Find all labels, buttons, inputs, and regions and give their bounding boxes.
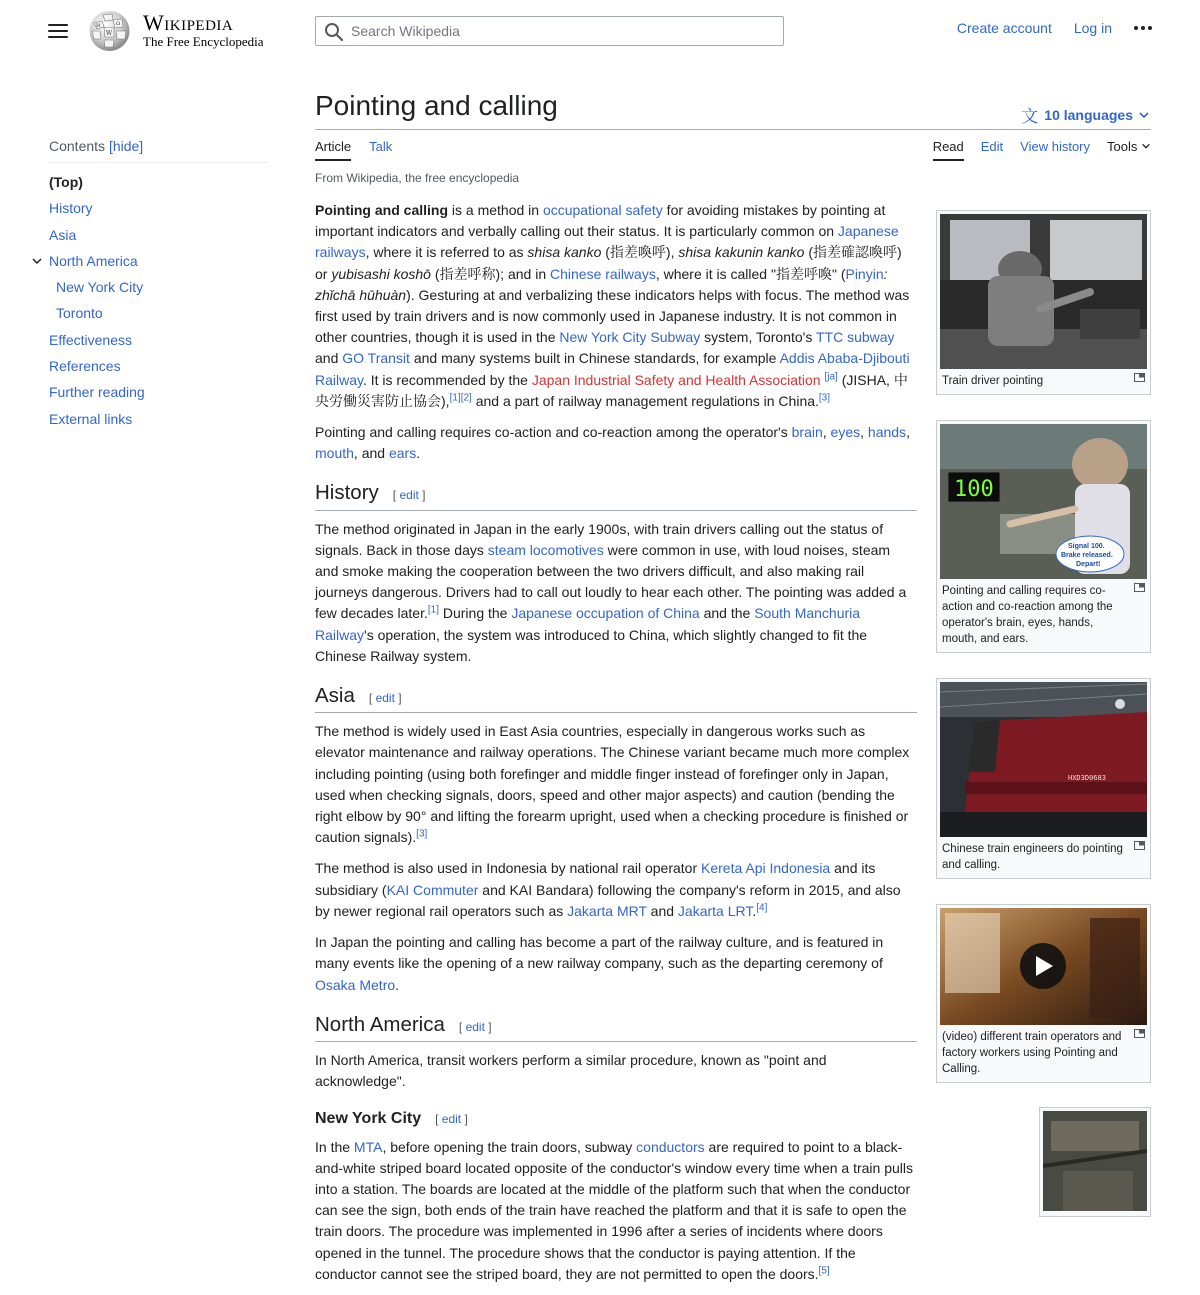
enlarge-icon[interactable]: [1134, 373, 1145, 382]
enlarge-icon[interactable]: [1134, 583, 1145, 592]
chevron-down-icon: [1138, 109, 1150, 121]
link-jakarta-mrt[interactable]: Jakarta MRT: [567, 902, 647, 919]
languages-label: 10 languages: [1044, 106, 1133, 123]
log-in-link[interactable]: Log in: [1073, 20, 1112, 36]
thumbnail-chinese-engineers: [936, 678, 1151, 879]
svg-text:W: W: [106, 30, 113, 37]
link-ja-interlanguage[interactable]: [ja]: [824, 370, 838, 382]
svg-text:100: 100: [954, 477, 994, 502]
asia-paragraph-1: The method is widely used in East Asia countries, especially in dangerous works such as elevator maintenance and railway operations. The Chinese variant became much more complex including pointing (using both forefinger and middle finger instead of forefinger only in Japan, used when checking signals, doors, speed and other major aspects) and caution (bending the right elbow by 90° and lifting the forearm upright, used when a checking procedure is finished or caution signals).[3]: [315, 723, 910, 846]
link-addis-ababa-djibouti-railway[interactable]: Addis Ababa-Djibouti Railway: [315, 350, 910, 388]
svg-text:HXD3D0683: HXD3D0683: [1068, 774, 1106, 782]
edit-section-asia[interactable]: [ edit ]: [368, 691, 402, 706]
enlarge-icon[interactable]: [1134, 841, 1145, 850]
toc-item-toronto[interactable]: Toronto: [56, 305, 103, 322]
language-selector[interactable]: [1021, 102, 1150, 127]
ref-3[interactable]: [3]: [416, 828, 428, 840]
namespace-tabs: [315, 139, 410, 161]
section-heading-new-york-city: New York City [ edit ]: [315, 1108, 917, 1130]
tab-talk[interactable]: Talk: [369, 139, 393, 154]
toc-item-north-america[interactable]: [49, 248, 267, 274]
toc-hide-link[interactable]: [hide]: [108, 138, 144, 154]
link-nyc-subway[interactable]: New York City Subway: [559, 329, 701, 346]
link-osaka-metro[interactable]: Osaka Metro: [315, 976, 396, 993]
link-jisha[interactable]: Japan Industrial Safety and Health Association: [531, 371, 821, 388]
train-driver-photo[interactable]: [940, 214, 1147, 369]
toc-header: [49, 138, 267, 163]
main-menu-button[interactable]: [48, 22, 68, 40]
link-ears[interactable]: ears: [388, 445, 417, 462]
search-box[interactable]: [315, 16, 784, 46]
ref-4[interactable]: [4]: [756, 902, 768, 914]
link-chinese-railways[interactable]: Chinese railways: [550, 265, 656, 282]
link-mouth[interactable]: mouth: [315, 445, 354, 462]
ref-1[interactable]: [1]: [427, 604, 439, 616]
link-jakarta-lrt[interactable]: Jakarta LRT: [677, 902, 753, 919]
svg-text:И: И: [96, 23, 101, 29]
thumbnail-pointing-diagram: [936, 420, 1151, 653]
link-kai-commuter[interactable]: KAI Commuter: [386, 881, 479, 898]
link-pinyin[interactable]: Pinyin: [845, 265, 884, 282]
wikipedia-globe-logo[interactable]: [86, 9, 133, 53]
toc-item-effectiveness[interactable]: Effectiveness: [49, 331, 133, 348]
site-subtitle: From Wikipedia, the free encyclopedia: [315, 171, 520, 185]
wordmark-title: Wikipedia: [143, 10, 234, 35]
thumbnail-caption: Train driver pointing: [940, 369, 1147, 391]
asia-paragraph-2: The method is also used in Indonesia by national rail operator Kereta Api Indonesia and its subsidiary (KAI Commuter and KAI Bandara) following the company's reform in 2015, and also by newer regional rail operators such as Jakarta MRT and Jakarta LRT.[4]: [315, 860, 901, 919]
toc-item-asia[interactable]: Asia: [49, 226, 77, 243]
link-mta[interactable]: MTA: [353, 1138, 383, 1155]
ref-5[interactable]: [5]: [818, 1265, 830, 1277]
svg-text:Depart!: Depart!: [1076, 561, 1101, 568]
ref-3[interactable]: [3]: [818, 392, 831, 404]
intro-paragraph: Pointing and calling is a method in occupational safety for avoiding mistakes by pointing at important indicators and verbally calling out their status. It is particularly common on Japanese railways, where it is referred to as shisa kanko (指差喚呼), shisa kakunin kanko (指差確認喚呼) or yubisashi koshō (指差呼称); and in Chinese railways, where it is called "指差呼喚" (Pinyin: zhǐchā hūhuàn). Gesturing at and verbalizing these indicators helps with focus. The method was first used by train drivers and is now commonly used in Japanese industry. It is not common in other countries, though it is used in the New York City Subway system, Toronto's TTC subway and GO Transit and many systems built in Chinese standards, for example Addis Ababa-Djibouti Railway. It is recommended by the Japan Industrial Safety and Health Association [ja] (JISHA, 中央労働災害防止協会),[1][2] and a part of railway management regulations in China.[3]: [315, 202, 910, 409]
svg-text:Signal 100.: Signal 100.: [1068, 543, 1105, 550]
tab-view-history[interactable]: View history: [1020, 139, 1091, 154]
tools-label: Tools: [1107, 139, 1138, 154]
toc-item-history[interactable]: History: [49, 200, 93, 217]
table-of-contents: [49, 138, 267, 432]
wikipedia-wordmark[interactable]: [143, 11, 264, 49]
thumbnail-video: [936, 904, 1151, 1083]
title-divider: [315, 129, 1151, 130]
personal-tools: [935, 20, 1152, 36]
edit-section-north-america[interactable]: [ edit ]: [458, 1019, 492, 1034]
link-ttc-subway[interactable]: TTC subway: [815, 329, 895, 346]
link-steam-locomotives[interactable]: steam locomotives: [487, 541, 604, 558]
tab-read[interactable]: Read: [933, 139, 964, 161]
tab-article[interactable]: Article: [315, 139, 351, 161]
tab-edit[interactable]: Edit: [980, 139, 1004, 154]
chinese-engineers-photo[interactable]: [940, 682, 1147, 837]
thumbnail-subway-board: [1039, 1107, 1151, 1217]
link-japanese-occupation-of-china[interactable]: Japanese occupation of China: [511, 605, 700, 622]
enlarge-icon[interactable]: [1134, 1029, 1145, 1038]
view-tabs: [916, 139, 1151, 161]
toc-item-new-york-city[interactable]: New York City: [56, 279, 144, 296]
toc-item-external-links[interactable]: External links: [49, 410, 133, 427]
pointing-diagram-photo[interactable]: [940, 424, 1147, 579]
page-title: Pointing and calling: [315, 90, 558, 121]
thumbnail-caption: Pointing and calling requires co-action and co-reaction among the operator's brain, eyes, hands, mouth, and ears.: [940, 579, 1147, 649]
article-body: [315, 200, 917, 1295]
link-hands[interactable]: hands: [867, 424, 907, 441]
intro-paragraph-2: Pointing and calling requires co-action and co-reaction among the operator's brain, eyes, hands, mouth, and ears.: [315, 424, 910, 462]
ref-1[interactable]: [1]: [449, 392, 461, 404]
ref-2[interactable]: [2]: [460, 392, 472, 404]
nyc-paragraph: In the MTA, before opening the train doors, subway conductors are required to point to a black-and-white striped board located opposite of the conductor's window every time when a train pulls into a station. The boards are located at the middle of the platform such that when the conductor can see the sign, both ends of the train have reached the platform and that it is safe to open the train doors. The procedure was implemented in 1996 after a series of incidents where doors opened in the tunnel. The procedure shows that the conductor is paying attention. If the conductor cannot see the striped board, they are not permitted to open the doors.[5]: [315, 1138, 914, 1282]
asia-paragraph-3: In Japan the pointing and calling has become a part of the railway culture, and is featured in many events like the opening of a new railway company, such as the departing ceremony of Osaka Metro.: [315, 934, 884, 993]
more-options-icon[interactable]: [1134, 26, 1152, 30]
section-heading-asia: Asia [ edit ]: [315, 685, 917, 713]
search-input[interactable]: [349, 18, 769, 44]
thumbnail-caption: Chinese train engineers do pointing and calling.: [940, 837, 1147, 875]
subway-board-photo[interactable]: [1043, 1111, 1147, 1211]
history-paragraph: The method originated in Japan in the early 1900s, with train drivers calling out the status of signals. Back in those days steam locomotives were common in use, with loud noises, steam and smoke making the cooperation between the two drivers difficult, and also making rail journeys dangerous. Drivers had to call out loudly to hear each other. The pointing was added a few decades later.[1] During the Japanese occupation of China and the South Manchuria Railway's operation, the system was introduced to China, which slightly changed to fit the Chinese Railway system.: [315, 520, 907, 664]
section-heading-north-america: North America [ edit ]: [315, 1014, 917, 1042]
wordmark-tagline: The Free Encyclopedia: [143, 34, 264, 49]
chevron-down-icon[interactable]: [31, 255, 43, 267]
link-south-manchuria-railway[interactable]: South Manchuria Railway: [315, 605, 861, 643]
toc-label: Contents: [49, 138, 106, 154]
toc-item-references[interactable]: References: [49, 358, 121, 375]
link-kereta-api-indonesia[interactable]: Kereta Api Indonesia: [701, 860, 831, 877]
link-occupational-safety[interactable]: occupational safety: [542, 202, 663, 218]
svg-text:Brake released.: Brake released.: [1061, 552, 1113, 559]
thumbnail-train-driver: [936, 210, 1151, 395]
link-conductors[interactable]: conductors: [636, 1138, 705, 1155]
toc-item-label: North America: [49, 252, 138, 269]
link-japanese-railways[interactable]: Japanese railways: [315, 223, 899, 261]
create-account-link[interactable]: Create account: [956, 20, 1052, 36]
video-player[interactable]: [940, 908, 1147, 1025]
toc-item-further-reading[interactable]: Further reading: [49, 384, 145, 401]
article-subject: Pointing and calling: [315, 202, 448, 218]
thumbnail-caption: (video) different train operators and factory workers using Pointing and Calling.: [940, 1025, 1147, 1079]
chevron-down-icon: [1141, 141, 1151, 151]
link-eyes[interactable]: eyes: [830, 424, 861, 441]
link-brain[interactable]: brain: [791, 424, 823, 441]
section-heading-history: History [ edit ]: [315, 482, 917, 510]
edit-section-new-york-city[interactable]: [ edit ]: [435, 1112, 468, 1127]
search-icon: [324, 22, 344, 42]
north-america-paragraph: In North America, transit workers perform a similar procedure, known as "point and acknowledge".: [315, 1051, 827, 1090]
tools-menu[interactable]: [1107, 139, 1151, 161]
toc-item-top[interactable]: (Top): [49, 174, 83, 190]
edit-section-history[interactable]: [ edit ]: [392, 488, 426, 503]
svg-text:Ω: Ω: [116, 21, 121, 27]
translate-icon: 文: [1021, 107, 1039, 126]
link-go-transit[interactable]: GO Transit: [342, 350, 410, 367]
